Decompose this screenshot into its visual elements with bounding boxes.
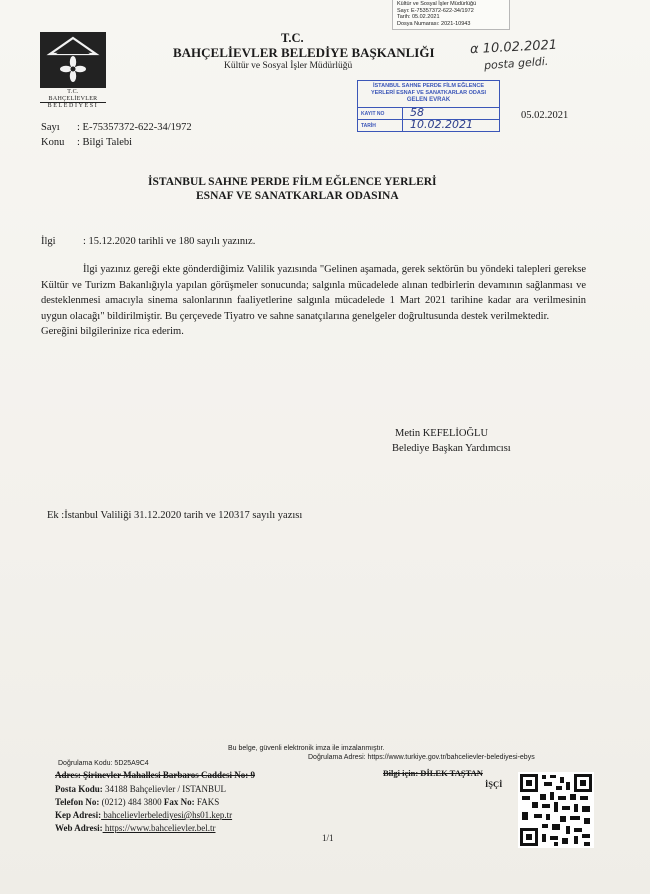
footer-kep [55, 810, 232, 820]
footer-address: Adres: Şirinevler Mahallesi Barbaros Caddesi No: 9 [55, 770, 255, 780]
incoming-document-stamp [357, 80, 500, 132]
header-department: Kültür ve Sosyal İşler Müdürlüğü [224, 61, 353, 71]
addressee-line2: ESNAF VE SANATKARLAR ODASINA [196, 190, 399, 202]
reference-label: İlgi [41, 236, 56, 247]
handwritten-date-text: 10.02.2021 [482, 37, 558, 57]
stamp-divider [402, 120, 403, 131]
web-label: Web Adresi: [55, 823, 103, 833]
receipt-stamp-line: Tarih: 05.02.2021 [397, 14, 440, 21]
stamp-record-label: KAYIT NO [361, 111, 385, 117]
phone-label: Telefon No: [55, 797, 100, 807]
verify-url[interactable]: Doğrulama Adresi: https://www.turkiye.gov.tr/bahcelievler-belediyesi-ebys [308, 754, 535, 761]
fax-value: FAKS [194, 797, 220, 807]
stamp-date-row [358, 119, 499, 131]
handwritten-mark-icon: α [469, 41, 484, 58]
signer-title: Belediye Başkan Yardımcısı [392, 443, 511, 454]
stamp-divider [402, 108, 403, 119]
letter-body [41, 262, 586, 340]
logo-emblem-icon [40, 32, 106, 88]
footer-postal [55, 784, 226, 794]
sayi-label: Sayı [41, 122, 60, 133]
header-tc: T.C. [281, 31, 304, 45]
sayi-line [41, 122, 192, 133]
logo-belediye: BELEDİYESİ [40, 102, 106, 110]
logo-caption [40, 89, 106, 110]
konu-line [41, 137, 132, 148]
stamp-title-text: İSTANBUL SAHNE PERDE FİLM EĞLENCE YERLERİ ESNAF VE SANATKARLAR ODASI [370, 83, 487, 96]
logo-name: BAHÇELİEVLER [48, 95, 98, 102]
konu-label: Konu [41, 137, 65, 148]
logo-tc: T.C. [67, 89, 79, 95]
fax-label: Fax No: [163, 797, 195, 807]
stamp-subtitle: GELEN EVRAK [406, 97, 451, 103]
stamp-date-value: 10.02.2021 [410, 118, 473, 131]
phone-value: (0212) 484 3800 [99, 797, 164, 807]
sayi-value: : E-75357372-622-34/1972 [77, 122, 192, 133]
stamp-title [358, 83, 499, 96]
attachment-line: Ek :İstanbul Valiliği 31.12.2020 tarih ve 120317 sayılı yazısı [47, 510, 303, 521]
info-title: İŞÇİ [485, 779, 503, 789]
addressee-line1: İSTANBUL SAHNE PERDE FİLM EĞLENCE YERLERİ [148, 176, 437, 188]
body-paragraph: İlgi yazınız gereği ekte gönderdiğimiz Valilik yazısında "Gelinen aşamada, gerek sektörün bu yöndeki talepleri gerekse Kültür ve Turizm Bakanlığıyla yapılan görüşmeler sonucunda; salgınla mücadelede alınan tedbirlerin devamının sağlanması ve desteklenmesi amacıyla sinema salonlarının faaliyetlerine salgınla mücadelede 1 Mart 2021 tarihine kadar ara verilmesinin uygun olacağı" bildirilmiştir. Bu çerçevede Tiyatro ve sahne sanatçılarına genelgeler doğrultusunda destek verilmektedir. [41, 264, 586, 322]
receipt-stamp-line: Kültür ve Sosyal İşler Müdürlüğü [397, 1, 477, 7]
receipt-stamp [392, 0, 510, 30]
kep-label: Kep Adresi: [55, 810, 102, 820]
esign-note: Bu belge, güvenli elektronik imza ile imzalanmıştır. [228, 745, 385, 752]
stamp-date-label: TARİH [361, 123, 376, 129]
verify-code: Doğrulama Kodu: 5D25A9C4 [58, 760, 149, 767]
postal-label: Posta Kodu: [55, 784, 103, 794]
footer-web [55, 823, 215, 833]
web-link[interactable]: https://www.bahcelievler.bel.tr [102, 823, 216, 833]
stamp-record-value: 58 [410, 106, 424, 119]
signer-name: Metin KEFELİOĞLU [395, 428, 489, 439]
handwritten-note: posta geldi. [483, 54, 549, 73]
page-number: 1/1 [322, 833, 334, 843]
qr-code-icon [518, 772, 594, 848]
receipt-stamp-line: Dosya Numarası: 2021-10943 [397, 20, 471, 27]
kep-link[interactable]: bahcelievlerbelediyesi@hs01.kep.tr [101, 810, 233, 820]
info-contact: Bilgi için: DİLEK TAŞTAN [383, 768, 483, 778]
header-institution: BAHÇELİEVLER BELEDİYE BAŞKANLIĞI [173, 45, 435, 60]
reference-value: : 15.12.2020 tarihli ve 180 sayılı yazınız. [83, 236, 256, 247]
konu-value: : Bilgi Talebi [77, 137, 133, 148]
reference-line [41, 236, 255, 247]
postal-value: 34188 Bahçelievler / ISTANBUL [102, 784, 227, 794]
document-date: 05.02.2021 [521, 110, 569, 121]
body-closing: Gereğini bilgilerinize rica ederim. [41, 326, 184, 338]
footer-phone [55, 797, 219, 807]
municipality-logo [40, 32, 106, 110]
receipt-stamp-line: Sayı: E-75357372-622-34/1972 [397, 7, 474, 14]
